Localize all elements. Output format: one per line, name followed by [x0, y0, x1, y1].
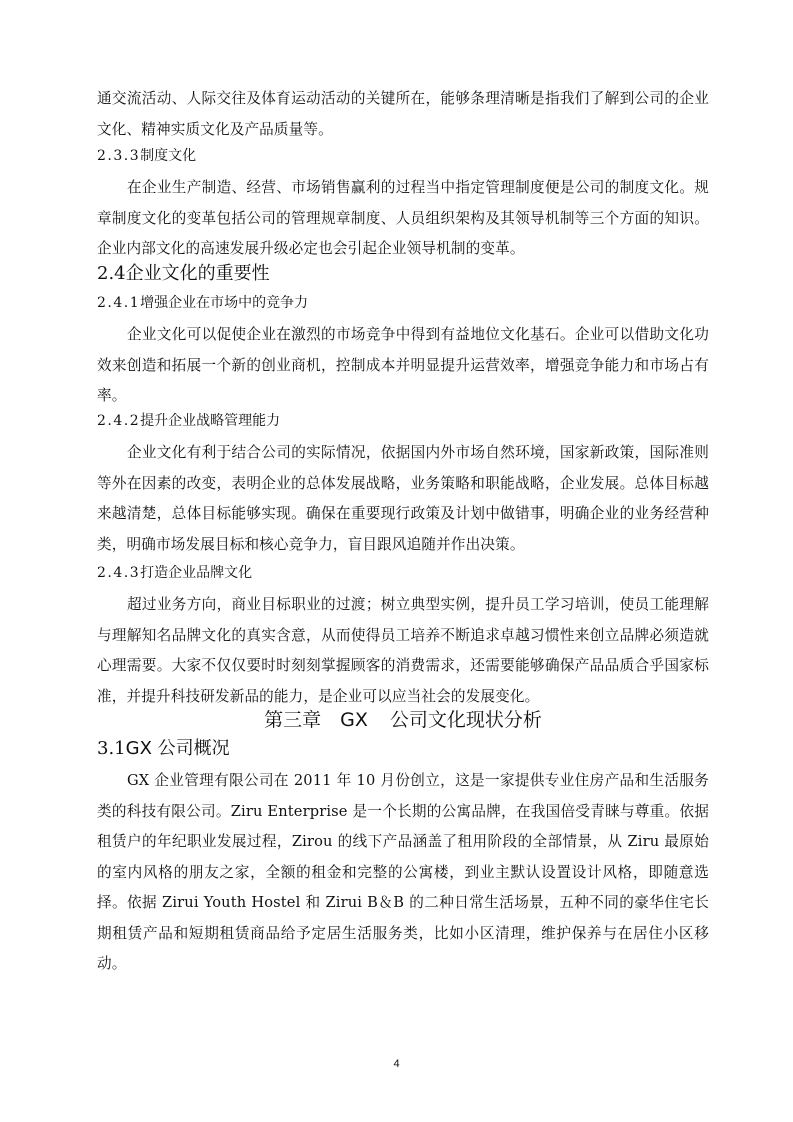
section-heading-3-1 — [97, 735, 709, 763]
paragraph-institutional-culture — [97, 173, 709, 265]
section-title: 企业文化的重要性 — [125, 263, 270, 284]
section-heading-2-3-3 — [97, 144, 709, 168]
section-title: 提升企业战略管理能力 — [140, 413, 281, 429]
paragraph-text: GX 企业管理有限公司在 2011 年 10 月份创立，这是一家提供专业住房产品和生活服务类的科技有限公司。Ziru Enterprise 是一个长期的公寓品牌，在我国倍受青睐与尊重。依据租赁户的年纪职业发展过程，Zirou 的线下产品涵盖了租用阶段的全部情景，从 Ziru 最原始的室内风格的朋友之家，全额的租金和完整的公寓楼，到业主默认设置设计风格，即随意选择。依据 Zirui Youth Hostel 和 Zirui B＆B 的二种日常生活场景，五种不同的豪华住宅长期租赁产品和短期租赁商品给予定居生活服务类，比如小区清理，维护保养与在居住小区移动。 — [97, 772, 709, 972]
section-title: GX 公司概况 — [125, 738, 230, 759]
paragraph-text: 企业文化可以促使企业在激烈的市场竞争中得到有益地位文化基石。企业可以借助文化功效来创造和拓展一个新的创业商机，控制成本并明显提升运营效率，增强竞争能力和市场占有率。 — [97, 326, 709, 404]
section-title: 制度文化 — [140, 148, 197, 164]
paragraph-text: 在企业生产制造、经营、市场销售赢利的过程当中指定管理制度便是公司的制度文化。规章制度文化的变革包括公司的管理规章制度、人员组织架构及其领导机制等三个方面的知识。企业内部文化的高速发展升级必定也会引起企业领导机制的变革。 — [97, 179, 709, 257]
continued-paragraph — [97, 84, 709, 145]
paragraph-strategy — [97, 438, 709, 560]
page-number: 4 — [393, 1058, 400, 1070]
section-heading-2-4-2 — [97, 409, 709, 433]
paragraph-text: 通交流活动、人际交往及体育运动活动的关键所在，能够条理清晰是指我们了解到公司的企业文化、精神实质文化及产品质量等。 — [97, 90, 709, 138]
section-heading-2-4-3 — [97, 561, 709, 585]
section-number: 3.1 — [97, 738, 126, 759]
chapter-title: 第三章 GX 公司文化现状分析 — [264, 709, 542, 731]
section-title: 增强企业在市场中的竞争力 — [140, 295, 309, 311]
section-heading-2-4 — [97, 260, 709, 288]
section-number: 2.4.2 — [97, 413, 141, 429]
paragraph-text: 企业文化有利于结合公司的实际情况，依据国内外市场自然环境，国家新政策，国际准则等外在因素的改变，表明企业的总体发展战略，业务策略和职能战略，企业发展。总体目标越来越清楚，总体目标能够实现。确保在重要现行政策及计划中做错事，明确企业的业务经营种类，明确市场发展目标和核心竞争力，盲目跟风追随并作出决策。 — [97, 444, 709, 553]
section-number: 2.4.1 — [97, 295, 141, 311]
section-heading-2-4-1 — [97, 291, 709, 315]
paragraph-text: 超过业务方向，商业目标职业的过渡；树立典型实例，提升员工学习培训，使员工能理解与理解知名品牌文化的真实含意，从而使得员工培养不断追求卓越习惯性来创立品牌必须造就心理需要。大家不仅仅要时时刻刻掌握顾客的消费需求，还需要能够确保产品品质合乎国家标准，并提升科技研发新品的能力，是企业可以应当社会的发展变化。 — [97, 596, 709, 705]
paragraph-competitiveness — [97, 320, 709, 412]
section-number: 2.4 — [97, 263, 126, 284]
section-number: 2.3.3 — [97, 148, 141, 164]
paragraph-brand-culture — [97, 590, 709, 712]
section-title: 打造企业品牌文化 — [140, 565, 253, 581]
section-number: 2.4.3 — [97, 565, 141, 581]
paragraph-company-overview — [97, 766, 709, 980]
